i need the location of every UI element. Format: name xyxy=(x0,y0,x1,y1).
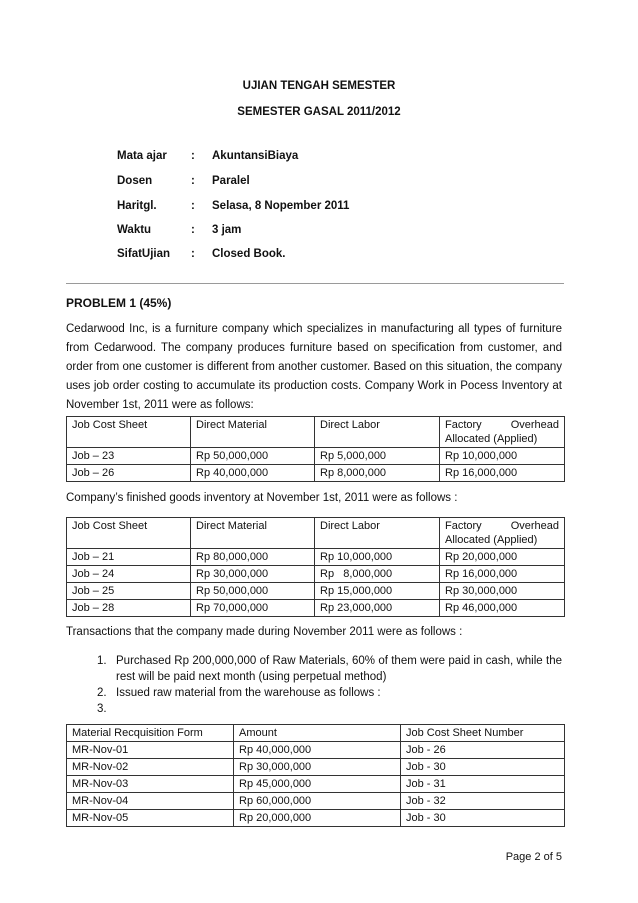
header-cell: Direct Material xyxy=(191,518,315,549)
table-cell: Rp 8,000,000 xyxy=(315,566,440,583)
meta-value: Paralel xyxy=(212,175,250,187)
table-cell: Rp 80,000,000 xyxy=(191,549,315,566)
table-cell: Rp 70,000,000 xyxy=(191,600,315,617)
meta-colon: : xyxy=(191,150,195,162)
table-cell: Job – 25 xyxy=(67,583,191,600)
table-cell: Rp 5,000,000 xyxy=(315,448,440,465)
meta-label: Mata ajar xyxy=(117,150,167,162)
table-row xyxy=(67,759,565,776)
list-text: Purchased Rp 200,000,000 of Raw Materials, 60% of them were paid in cash, while the rest will be paid next month (using perpetual method) xyxy=(116,655,562,683)
page-number: Page 2 of 5 xyxy=(505,851,562,863)
table-cell: Rp 45,000,000 xyxy=(234,776,401,793)
header-cell: Job Cost Sheet Number xyxy=(401,725,565,742)
material-requisition-table xyxy=(66,724,565,827)
table-row xyxy=(67,793,565,810)
table-cell: Rp 50,000,000 xyxy=(191,583,315,600)
header-cell: Amount xyxy=(234,725,401,742)
table-row xyxy=(67,742,565,759)
header-word: Factory xyxy=(445,419,482,431)
meta-value: Selasa, 8 Nopember 2011 xyxy=(212,200,350,212)
table-cell: Job - 26 xyxy=(401,742,565,759)
wip-inventory-table xyxy=(66,416,565,482)
table-cell: Rp 20,000,000 xyxy=(440,549,565,566)
table-row xyxy=(67,549,565,566)
meta-colon: : xyxy=(191,175,195,187)
header-word: Overhead xyxy=(510,520,559,532)
table-cell: MR-Nov-03 xyxy=(67,776,234,793)
table-cell: Job – 24 xyxy=(67,566,191,583)
table-row xyxy=(67,600,565,617)
meta-colon: : xyxy=(191,224,195,236)
table-header-row xyxy=(67,725,565,742)
meta-colon: : xyxy=(191,248,195,260)
meta-label: Haritgl. xyxy=(117,200,157,212)
transactions-intro: Transactions that the company made during November 2011 were as follows : xyxy=(66,626,463,638)
header-cell: Direct Material xyxy=(191,417,315,448)
table-cell: MR-Nov-01 xyxy=(67,742,234,759)
header-cell-overhead xyxy=(440,417,565,448)
list-number: 1. xyxy=(97,655,107,667)
header-word: Factory xyxy=(445,520,482,532)
table-cell: Rp 40,000,000 xyxy=(234,742,401,759)
header-cell: Job Cost Sheet xyxy=(67,417,191,448)
table-row xyxy=(67,810,565,827)
table-cell: Rp 30,000,000 xyxy=(191,566,315,583)
problem-intro: Cedarwood Inc, is a furniture company which specializes in manufacturing all types of furniture from Cedarwood. The company produces furniture based on specification from customer, and order from one customer is different from another customer. Based on this situation, the company uses job order costing to accumulate its production costs. Company Work in Pocess Inventory at November 1st, 2011 were as follows: xyxy=(66,323,562,411)
problem-heading: PROBLEM 1 (45%) xyxy=(66,296,172,310)
table-cell: Rp 40,000,000 xyxy=(191,465,315,482)
table-cell: Job - 30 xyxy=(401,810,565,827)
header-cell: Direct Labor xyxy=(315,417,440,448)
table-cell: Job – 28 xyxy=(67,600,191,617)
table-cell: Job – 21 xyxy=(67,549,191,566)
header-cell: Direct Labor xyxy=(315,518,440,549)
list-number: 2. xyxy=(97,687,107,699)
header-cell: Job Cost Sheet xyxy=(67,518,191,549)
finished-goods-table xyxy=(66,517,565,617)
list-item xyxy=(66,653,562,685)
finished-goods-intro: Company’s finished goods inventory at November 1st, 2011 were as follows : xyxy=(66,492,458,504)
table-header-row xyxy=(67,417,565,448)
meta-label: Waktu xyxy=(117,224,152,236)
table-cell: Rp 10,000,000 xyxy=(440,448,565,465)
table-cell: Rp 15,000,000 xyxy=(315,583,440,600)
exam-title: UJIAN TENGAH SEMESTER xyxy=(242,80,396,92)
exam-subtitle: SEMESTER GASAL 2011/2012 xyxy=(237,106,401,118)
table-cell: Job - 30 xyxy=(401,759,565,776)
meta-colon: : xyxy=(191,200,195,212)
table-cell: Rp 16,000,000 xyxy=(440,566,565,583)
table-cell: Rp 16,000,000 xyxy=(440,465,565,482)
list-text: Issued raw material from the warehouse as follows : xyxy=(116,687,381,699)
table-row xyxy=(67,583,565,600)
table-cell: Rp 60,000,000 xyxy=(234,793,401,810)
table-cell: Rp 10,000,000 xyxy=(315,549,440,566)
table-row xyxy=(67,566,565,583)
meta-value: 3 jam xyxy=(212,224,242,236)
meta-value: AkuntansiBiaya xyxy=(212,150,299,162)
table-cell: Job – 23 xyxy=(67,448,191,465)
table-row xyxy=(67,776,565,793)
list-item xyxy=(66,701,562,717)
table-cell: Rp 46,000,000 xyxy=(440,600,565,617)
table-cell: Rp 23,000,000 xyxy=(315,600,440,617)
table-cell: MR-Nov-04 xyxy=(67,793,234,810)
table-cell: MR-Nov-02 xyxy=(67,759,234,776)
table-row xyxy=(67,448,565,465)
table-row xyxy=(67,465,565,482)
list-item xyxy=(66,685,562,701)
header-word: Overhead xyxy=(510,419,559,431)
table-cell: Job – 26 xyxy=(67,465,191,482)
header-word: Allocated (Applied) xyxy=(445,433,538,445)
meta-label: SifatUjian xyxy=(117,248,171,260)
transactions-list xyxy=(66,653,562,717)
table-cell: Rp 30,000,000 xyxy=(440,583,565,600)
header-divider xyxy=(66,283,564,284)
table-cell: Rp 50,000,000 xyxy=(191,448,315,465)
table-cell: Rp 20,000,000 xyxy=(234,810,401,827)
header-word: Allocated (Applied) xyxy=(445,534,538,546)
table-cell: Rp 30,000,000 xyxy=(234,759,401,776)
table-cell: MR-Nov-05 xyxy=(67,810,234,827)
list-number: 3. xyxy=(97,703,107,715)
header-cell-overhead xyxy=(440,518,565,549)
meta-label: Dosen xyxy=(117,175,153,187)
table-header-row xyxy=(67,518,565,549)
header-cell: Material Recquisition Form xyxy=(67,725,234,742)
meta-value: Closed Book. xyxy=(212,248,286,260)
table-cell: Rp 8,000,000 xyxy=(315,465,440,482)
table-cell: Job - 32 xyxy=(401,793,565,810)
table-cell: Job - 31 xyxy=(401,776,565,793)
